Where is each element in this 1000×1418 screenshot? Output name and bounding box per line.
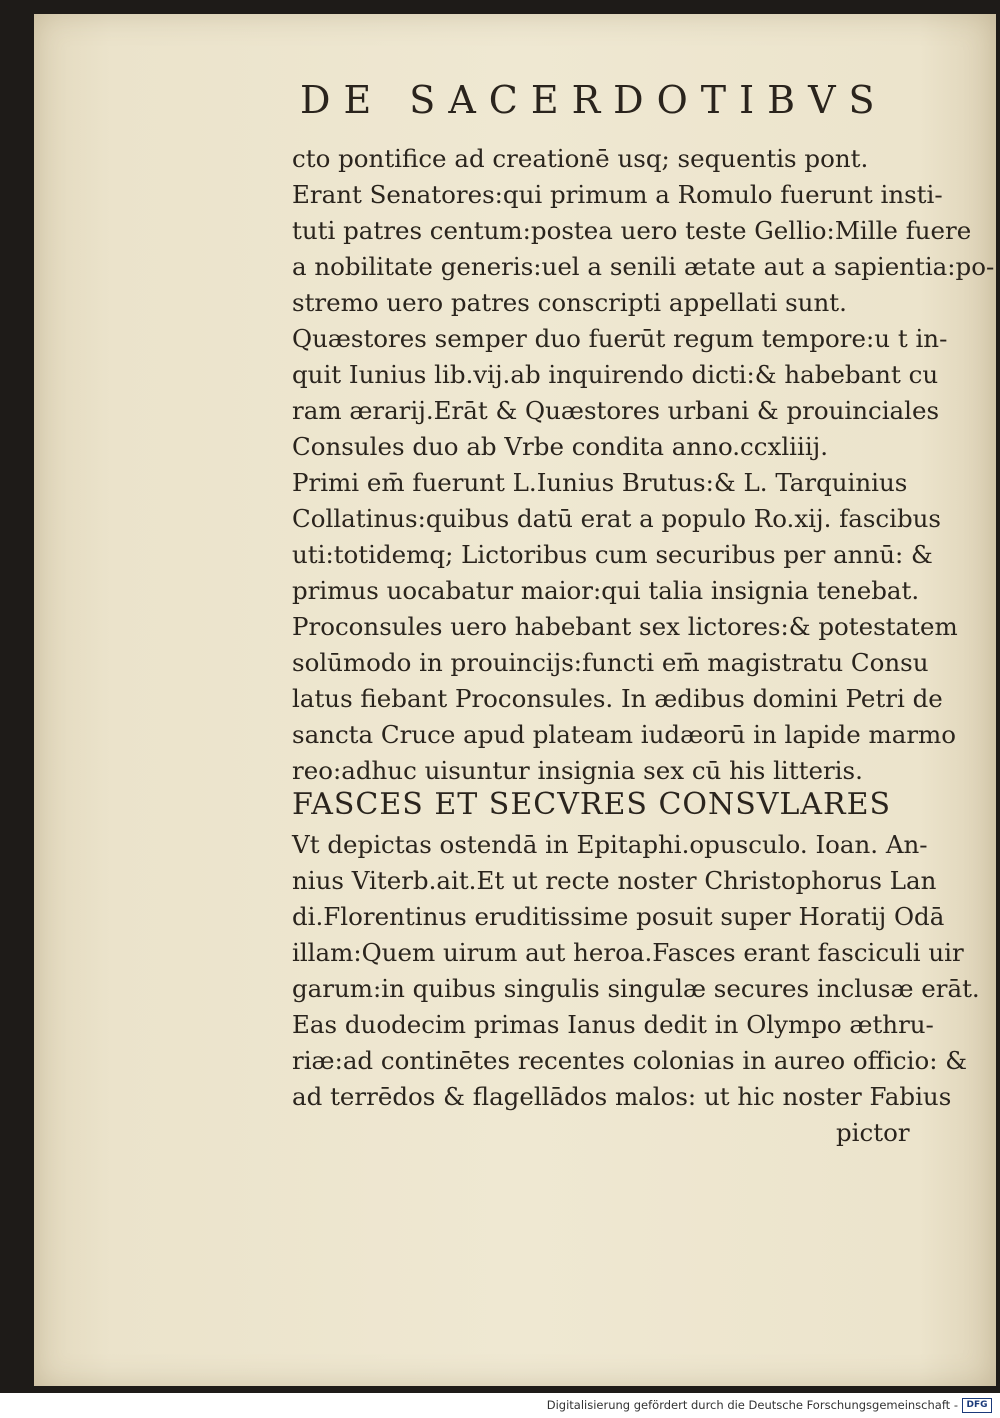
text-line: Consules duo ab Vrbe condita anno.ccxliiij. [292, 432, 829, 461]
footer-bar [0, 1393, 1000, 1418]
text-line: riæ:ad continētes recentes colonias in aureo officio: & [292, 1046, 968, 1075]
text-line: Proconsules uero habebant sex lictores:& potestatem [292, 612, 958, 641]
text-line: Quæstores semper duo fuerūt regum tempore:u t in- [292, 324, 948, 353]
section-heading: FASCES ET SECVRES CONSVLARES [292, 787, 892, 822]
text-line: tuti patres centum:postea uero teste Gellio:Mille fuere [292, 216, 972, 245]
text-line: ram ærarij.Erāt & Quæstores urbani & prouinciales [292, 396, 940, 425]
text-line: Primi em̄ fuerunt L.Iunius Brutus:& L. Tarquinius [292, 468, 908, 497]
text-line: Eas duodecim primas Ianus dedit in Olympo æthru- [292, 1010, 934, 1039]
text-line: nius Viterb.ait.Et ut recte noster Christophorus Lan [292, 866, 937, 895]
running-head: DE SACERDOTIBVS [300, 78, 888, 122]
text-line: uti:totidemq; Lictoribus cum securibus per annū: & [292, 540, 933, 569]
catchword: pictor [836, 1118, 910, 1147]
text-line: ad terrēdos & flagellādos malos: ut hic noster Fabius [292, 1082, 952, 1111]
text-line: Vt depictas ostendā in Epitaphi.opusculo. Ioan. An- [292, 830, 928, 859]
text-line: di.Florentinus eruditissime posuit super Horatij Odā [292, 902, 945, 931]
text-line: reo:adhuc uisuntur insignia sex cū his litteris. [292, 756, 863, 785]
text-line: stremo uero patres conscripti appellati sunt. [292, 288, 847, 317]
text-line: illam:Quem uirum aut heroa.Fasces erant fasciculi uir [292, 938, 964, 967]
text-line: Collatinus:quibus datū erat a populo Ro.xij. fascibus [292, 504, 941, 533]
dfg-logo[interactable]: DFG [962, 1398, 992, 1413]
text-line: quit Iunius lib.vij.ab inquirendo dicti:& habebant cu [292, 360, 939, 389]
text-line: latus fiebant Proconsules. In ædibus domini Petri de [292, 684, 943, 713]
text-line: garum:in quibus singulis singulæ secures inclusæ erāt. [292, 974, 980, 1003]
text-line: a nobilitate generis:uel a senili ætate aut a sapientia:po- [292, 252, 995, 281]
text-line: sancta Cruce apud plateam iudæorū in lapide marmo [292, 720, 957, 749]
text-line: cto pontifice ad creationē usq; sequentis pont. [292, 144, 869, 173]
text-line: Erant Senatores:qui primum a Romulo fuerunt insti- [292, 180, 943, 209]
text-line: solūmodo in prouincijs:functi em̄ magistratu Consu [292, 648, 929, 677]
funding-notice: Digitalisierung gefördert durch die Deutsche Forschungsgemeinschaft - [546, 1398, 958, 1412]
text-line: primus uocabatur maior:qui talia insignia tenebat. [292, 576, 920, 605]
